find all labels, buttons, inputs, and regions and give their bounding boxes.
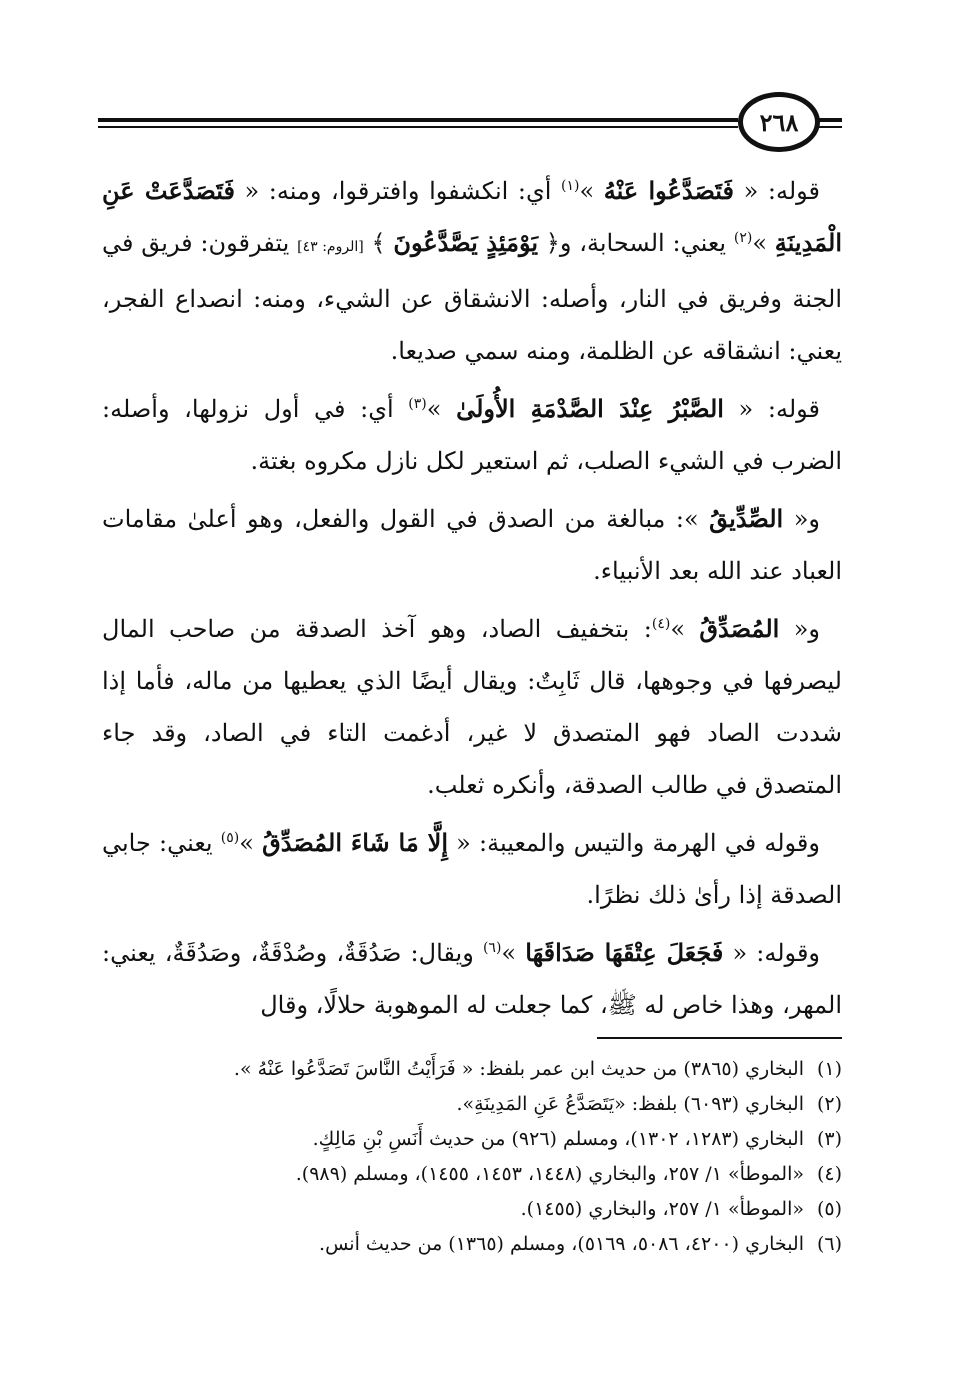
- footnote-number: (٤): [816, 1163, 842, 1185]
- footnote-item: [150, 1227, 842, 1262]
- text-run: : بتخفيف الصاد، وهو آخذ الصدقة من صاحب المال ليصرفها في وجوهها، قال ثَابِتٌ: ويقال أيضًا الذي يعطيها من ماله، فأما إذا شددت الصاد فهو المتصدق لا غير، أدغمت التاء في الصاد، وقد جاء المتصدق في طالب الصدقة، وأنكره ثعلب.: [102, 615, 842, 799]
- paragraph: [102, 383, 842, 487]
- header-rule-right-thick: [818, 118, 842, 122]
- header-rule-right-thin: [818, 126, 842, 128]
- footnote-marker: (١): [561, 178, 580, 194]
- page-number: ٢٦٨: [738, 92, 820, 152]
- text-run: يعني: جابي الصدقة إذا رأىٰ ذلك نظرًا.: [102, 829, 842, 909]
- footnote-marker: (٤): [651, 616, 671, 632]
- text-run: »: [670, 615, 700, 643]
- quoted-term: المُصَدِّقُ: [699, 614, 780, 643]
- footnote-marker: (٥): [220, 830, 240, 846]
- footnotes: [150, 1052, 842, 1262]
- text-run: »: مبالغة من الصدق في القول والفعل، وهو أعلىٰ مقامات العباد عند الله بعد الأنبياء.: [102, 505, 842, 585]
- text-run: قوله: «: [734, 177, 821, 205]
- text-run: و«: [779, 615, 820, 643]
- paragraph: [102, 165, 842, 377]
- paragraph: [102, 493, 842, 597]
- text-run: »: [579, 177, 604, 205]
- quoted-term: فَتَصَدَّعُوا عَنْهُ: [603, 176, 735, 205]
- footnote-number: (٦): [816, 1233, 842, 1255]
- footnote-text: البخاري (٤٢٠٠، ٥٠٨٦، ٥١٦٩)، ومسلم (١٣٦٥) من حديث أنس.: [319, 1233, 804, 1255]
- footnote-separator: [597, 1037, 842, 1039]
- footnote-item: [150, 1192, 842, 1227]
- footnote-text: البخاري (٣٨٦٥) من حديث ابن عمر بلفظ: « فَرَأَيْتُ النَّاسَ تَصَدَّعُوا عَنْهُ ».: [233, 1058, 804, 1080]
- footnote-text: «الموطأ» ١/ ٢٥٧، والبخاري (١٤٥٥).: [520, 1198, 804, 1220]
- header-rule-thick: [98, 118, 738, 122]
- text-run: وقوله في الهرمة والتيس والمعيبة: «: [447, 829, 820, 857]
- text-run: ويقال: صَدُقَةٌ، وصُدْقَةٌ، وصَدُقَةٌ، يعني: المهر، وهذا خاص له ﷺ، كما جعلت له الموهوبة حلالًا، وقال: [102, 939, 842, 1019]
- footnote-number: (٢): [816, 1093, 842, 1115]
- verse-reference: [الروم: ٤٣]: [297, 239, 364, 255]
- paragraph: [102, 603, 842, 811]
- footnote-item: [150, 1087, 842, 1122]
- footnote-number: (٥): [816, 1198, 842, 1220]
- footnote-text: «الموطأ» ١/ ٢٥٧، والبخاري (١٤٤٨، ١٤٥٣، ١٤٥٥)، ومسلم (٩٨٩).: [295, 1163, 804, 1185]
- footnote-text: البخاري (١٢٨٣، ١٣٠٢)، ومسلم (٩٢٦) من حديث أَنَسِ بْنِ مَالِكٍ.: [312, 1128, 804, 1150]
- main-text: [102, 165, 842, 1037]
- quoted-term: فَتَصَدَّعَتْ عَنِ الْمَدِينَةِ: [102, 176, 843, 257]
- text-run: أي: في أول نزولها، وأصله: الضرب في الشيء الصلب، ثم استعير لكل نازل مكروه بغتة.: [102, 395, 842, 475]
- text-run: أي: انكشفوا وافترقوا، ومنه: «: [234, 177, 562, 205]
- text-run: و«: [783, 505, 820, 533]
- quoted-term: الصَّبْرُ عِنْدَ الصَّدْمَةِ الأُولَىٰ: [456, 394, 724, 423]
- text-run: »: [752, 229, 775, 257]
- paragraph: [102, 817, 842, 921]
- paragraph: [102, 927, 842, 1031]
- text-run: قوله: «: [723, 395, 820, 423]
- text-run: »: [426, 395, 457, 423]
- header-rule-thin: [98, 126, 738, 128]
- footnote-number: (٣): [816, 1128, 842, 1150]
- footnote-marker: (٦): [482, 940, 502, 956]
- footnote-item: [150, 1122, 842, 1157]
- footnote-number: (١): [816, 1058, 842, 1080]
- footnote-item: [150, 1052, 842, 1087]
- text-run: يتفرقون: فريق في الجنة وفريق في النار، وأصله: الانشقاق عن الشيء، ومنه: انصداع الفجر، يعني: انشقاقه عن الظلمة، ومنه سمي صديعا.: [102, 229, 842, 365]
- quoted-term: فَجَعَلَ عِتْقَهَا صَدَاقَهَا: [525, 938, 724, 967]
- footnote-text: البخاري (٦٠٩٣) بلفظ: «يَتَصَدَّعُ عَنِ المَدِينَةِ».: [456, 1093, 804, 1115]
- footnote-marker: (٣): [408, 396, 427, 412]
- text-run: »: [501, 939, 526, 967]
- quoted-term: يَوْمَئِذٍ يَصَّدَّعُونَ: [393, 228, 539, 257]
- quoted-term: الصِّدِّيقُ: [709, 504, 784, 533]
- footnote-item: [150, 1157, 842, 1192]
- quoted-term: إِلَّا مَا شَاءَ المُصَدِّقُ: [262, 828, 448, 857]
- text-run: يعني: السحابة، و﴿: [538, 229, 734, 257]
- footnote-marker: (٢): [733, 230, 753, 246]
- text-run: وقوله: «: [723, 939, 821, 967]
- text-run: ﴾: [363, 229, 394, 257]
- text-run: »: [239, 829, 263, 857]
